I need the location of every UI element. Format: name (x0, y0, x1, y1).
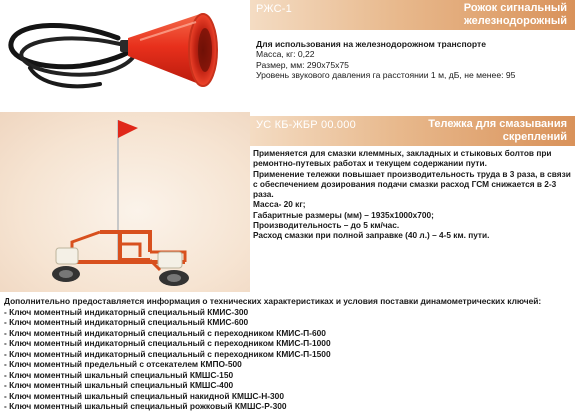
product-code: РЖС-1 (256, 3, 292, 15)
signal-horn-image (0, 0, 250, 110)
product-description-cart (253, 148, 573, 241)
lubrication-cart-illustration (0, 112, 250, 292)
list-item: - Ключ моментный индикаторный специальный с переходником КМИС-П-600 (4, 327, 326, 338)
product-title-line: железнодорожный (463, 15, 567, 27)
product-code: УС КБ-ЖБР 00.000 (256, 119, 356, 131)
description-line: ремонтно-путевых работах и текущем содержании пути. (253, 158, 487, 169)
description-line: Масса- 20 кг; (253, 199, 306, 210)
list-intro: Дополнительно предоставляется информация о технических характеристиках и условия поставки динамометрических ключей: (4, 296, 542, 306)
list-item: - Ключ моментный индикаторный специальный с переходником КМИС-П-1000 (4, 338, 331, 348)
torque-wrench-list (4, 296, 572, 412)
product-title-line: Тележка для смазывания (428, 118, 567, 130)
description-line: Уровень звукового давления га расстоянии 1 м, дБ, не менее: 95 (256, 70, 516, 81)
list-item: - Ключ моментный предельный с отсекателем КМПО-500 (4, 359, 242, 369)
product-header-horn (250, 0, 575, 30)
list-item: - Ключ моментный индикаторный специальный КМИС-300 (4, 306, 249, 317)
lubrication-cart-image (0, 112, 250, 292)
description-line: с обеспечением дозирования подачи смазки расход ГСМ снижается в 2-3 раза. (253, 178, 557, 200)
description-line: Применяется для смазки клеммных, закладных и стыковых болтов при (253, 148, 552, 158)
product-header-cart (250, 116, 575, 146)
list-item: - Ключ моментный шкальный специальный рожковый КМШС-Р-300 (4, 401, 287, 411)
list-item: - Ключ моментный шкальный специальный накидной КМШС-Н-300 (4, 390, 285, 401)
product-title-line: Рожок сигнальный (463, 2, 567, 14)
product-description-horn (256, 39, 571, 81)
description-line: Масса, кг: 0,22 (256, 49, 315, 60)
list-item: - Ключ моментный индикаторный специальный КМИС-600 (4, 317, 249, 327)
product-title (428, 118, 567, 144)
description-line: Габаритные размеры (мм) – 1935х1000х700; (253, 209, 434, 220)
description-line: Производительность – до 5 км/час. (253, 220, 400, 231)
product-title (464, 2, 567, 28)
description-line: Размер, мм: 290x75x75 (256, 59, 349, 70)
list-item: - Ключ моментный шкальный специальный КМШС-150 (4, 369, 234, 380)
list-item: - Ключ моментный индикаторный специальный с переходником КМИС-П-1500 (4, 348, 331, 359)
list-item: - Ключ моментный шкальный специальный КМШС-400 (4, 380, 234, 390)
description-line: Расход смазки при полной заправке (40 л.) – 4-5 км. пути. (253, 230, 490, 241)
description-line: Для использования на железнодорожном транспорте (256, 39, 487, 49)
product-title-line: скреплений (502, 131, 567, 143)
signal-horn-illustration (0, 0, 250, 110)
description-line: Применение тележки повышает производительность труда в 3 раза, в связи (253, 168, 571, 179)
